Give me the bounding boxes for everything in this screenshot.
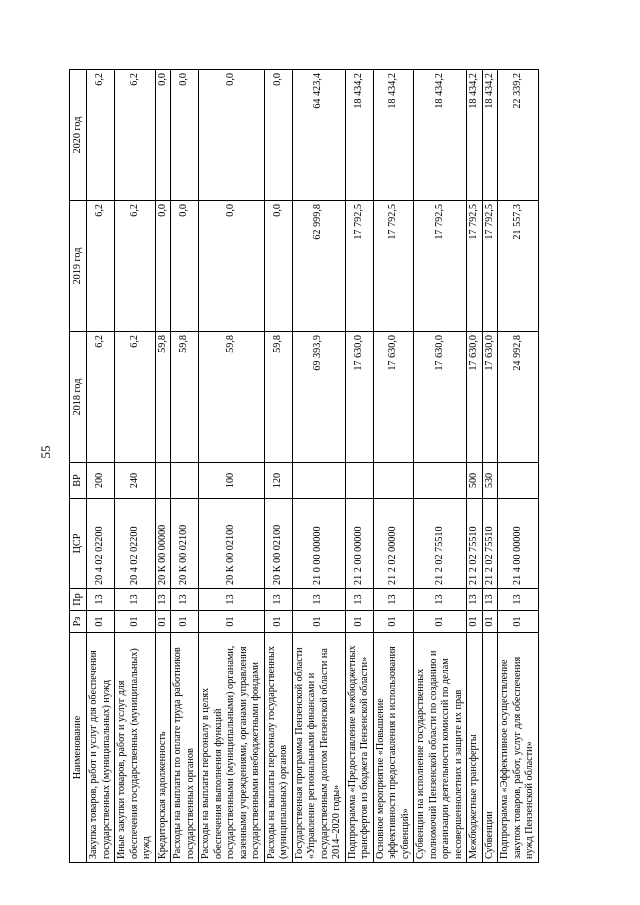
table-row xyxy=(115,70,156,863)
row-vr xyxy=(155,463,171,499)
row-csr: 21 2 02 75510 xyxy=(467,499,483,589)
row-2020: 22 339,2 xyxy=(498,70,539,201)
row-2018: 17 630,0 xyxy=(373,332,414,463)
row-2018: 6,2 xyxy=(115,332,156,463)
row-2018: 59,8 xyxy=(264,332,292,463)
row-csr: 21 2 00 00000 xyxy=(345,499,373,589)
row-csr: 20 4 02 02200 xyxy=(87,499,115,589)
row-2019: 0,0 xyxy=(155,201,171,332)
row-name: Основное мероприятие «Повышение эффективности предоставления и использования субвенций» xyxy=(373,633,414,863)
row-vr xyxy=(171,463,199,499)
page-number: 55 xyxy=(38,445,53,459)
header-csr: ЦСР xyxy=(70,499,87,589)
row-rz: 01 xyxy=(292,611,345,633)
row-2018: 59,8 xyxy=(199,332,265,463)
row-rz: 01 xyxy=(87,611,115,633)
row-2018: 6,2 xyxy=(87,332,115,463)
row-2018: 17 630,0 xyxy=(467,332,483,463)
row-2018: 17 630,0 xyxy=(345,332,373,463)
row-2020: 0,0 xyxy=(199,70,265,201)
table-row xyxy=(155,70,171,863)
row-vr xyxy=(345,463,373,499)
header-pr: Пр xyxy=(70,589,87,611)
row-rz: 01 xyxy=(482,611,498,633)
budget-table xyxy=(69,69,539,863)
row-name: Кредиторская задолженность xyxy=(155,633,171,863)
row-vr: 100 xyxy=(199,463,265,499)
row-rz: 01 xyxy=(467,611,483,633)
row-pr: 13 xyxy=(155,589,171,611)
table-row xyxy=(373,70,414,863)
row-2019: 17 792,5 xyxy=(414,201,467,332)
row-name: Межбюджетные трансферты xyxy=(467,633,483,863)
row-name: Подпрограмма «Эффективное осуществление закупок товаров, работ, услуг для обеспечения нужд Пензенской области» xyxy=(498,633,539,863)
row-rz: 01 xyxy=(199,611,265,633)
row-vr xyxy=(373,463,414,499)
row-rz: 01 xyxy=(264,611,292,633)
row-csr: 21 2 02 75510 xyxy=(414,499,467,589)
row-csr: 20 К 00 02100 xyxy=(171,499,199,589)
row-2019: 6,2 xyxy=(115,201,156,332)
row-name: Расходы на выплаты по оплате труда работников государственных органов xyxy=(171,633,199,863)
row-pr: 13 xyxy=(373,589,414,611)
row-rz: 01 xyxy=(414,611,467,633)
row-name: Расходы на выплаты персоналу в целях обеспечения выполнения функций государственными (муниципальными) органами, казенными учреждениями, органами управления государственными внебюджетными фондами xyxy=(199,633,265,863)
row-2020: 6,2 xyxy=(115,70,156,201)
row-name: Государственная программа Пензенской области «Управление региональными финансами и государственным долгом Пензенской области на 2014–2020 годы» xyxy=(292,633,345,863)
row-vr: 240 xyxy=(115,463,156,499)
row-vr: 530 xyxy=(482,463,498,499)
table-row xyxy=(345,70,373,863)
row-pr: 13 xyxy=(115,589,156,611)
row-vr xyxy=(414,463,467,499)
rotated-table-wrapper xyxy=(69,70,535,863)
row-2018: 17 630,0 xyxy=(482,332,498,463)
row-name: Закупка товаров, работ и услуг для обеспечения государственных (муниципальных) нужд xyxy=(87,633,115,863)
row-name: Подпрограмма «Предоставление межбюджетных трансфертов из бюджета Пензенской области» xyxy=(345,633,373,863)
row-2019: 0,0 xyxy=(264,201,292,332)
row-2020: 64 423,4 xyxy=(292,70,345,201)
row-2019: 17 792,5 xyxy=(373,201,414,332)
row-2018: 24 992,8 xyxy=(498,332,539,463)
row-csr: 21 2 02 75510 xyxy=(482,499,498,589)
row-name: Иные закупки товаров, работ и услуг для обеспечения государственных (муниципальных) нужд xyxy=(115,633,156,863)
header-2018: 2018 год xyxy=(70,332,87,463)
row-rz: 01 xyxy=(171,611,199,633)
row-2020: 0,0 xyxy=(171,70,199,201)
table-header-row xyxy=(70,70,87,863)
row-2019: 17 792,5 xyxy=(467,201,483,332)
row-2020: 18 434,2 xyxy=(345,70,373,201)
row-pr: 13 xyxy=(498,589,539,611)
table-row xyxy=(482,70,498,863)
row-pr: 13 xyxy=(199,589,265,611)
row-vr: 200 xyxy=(87,463,115,499)
row-vr xyxy=(292,463,345,499)
row-pr: 13 xyxy=(345,589,373,611)
row-rz: 01 xyxy=(115,611,156,633)
row-vr: 500 xyxy=(467,463,483,499)
row-2020: 18 434,2 xyxy=(467,70,483,201)
header-rz: Рз xyxy=(70,611,87,633)
table-row xyxy=(292,70,345,863)
row-csr: 20 4 02 02200 xyxy=(115,499,156,589)
row-vr xyxy=(498,463,539,499)
row-pr: 13 xyxy=(87,589,115,611)
row-csr: 20 К 00 02100 xyxy=(264,499,292,589)
row-2020: 18 434,2 xyxy=(414,70,467,201)
row-name: Субвенции xyxy=(482,633,498,863)
row-pr: 13 xyxy=(467,589,483,611)
row-pr: 13 xyxy=(414,589,467,611)
row-2020: 18 434,2 xyxy=(373,70,414,201)
table-row xyxy=(264,70,292,863)
row-2019: 6,2 xyxy=(87,201,115,332)
row-rz: 01 xyxy=(345,611,373,633)
header-vr: ВР xyxy=(70,463,87,499)
row-rz: 01 xyxy=(373,611,414,633)
table-row xyxy=(87,70,115,863)
table-row xyxy=(171,70,199,863)
row-2019: 62 999,8 xyxy=(292,201,345,332)
row-name: Расходы на выплаты персоналу государственных (муниципальных) органов xyxy=(264,633,292,863)
row-csr: 21 0 00 00000 xyxy=(292,499,345,589)
row-csr: 21 2 02 00000 xyxy=(373,499,414,589)
table-row xyxy=(498,70,539,863)
row-csr: 21 4 00 00000 xyxy=(498,499,539,589)
table-row xyxy=(414,70,467,863)
row-2019: 0,0 xyxy=(199,201,265,332)
row-pr: 13 xyxy=(292,589,345,611)
header-name: Наименование xyxy=(70,633,87,863)
row-2020: 6,2 xyxy=(87,70,115,201)
row-2019: 0,0 xyxy=(171,201,199,332)
row-pr: 13 xyxy=(171,589,199,611)
header-2019: 2019 год xyxy=(70,201,87,332)
row-2020: 18 434,2 xyxy=(482,70,498,201)
row-pr: 13 xyxy=(264,589,292,611)
row-2020: 0,0 xyxy=(264,70,292,201)
row-name: Субвенции на исполнение государственных полномочий Пензенской области по созданию и организации деятельности комиссий по делам несовершеннолетних и защите их прав xyxy=(414,633,467,863)
row-rz: 01 xyxy=(498,611,539,633)
table-row xyxy=(467,70,483,863)
row-2018: 59,8 xyxy=(155,332,171,463)
row-vr: 120 xyxy=(264,463,292,499)
row-rz: 01 xyxy=(155,611,171,633)
row-2018: 69 393,9 xyxy=(292,332,345,463)
table-row xyxy=(199,70,265,863)
row-csr: 20 К 00 00000 xyxy=(155,499,171,589)
row-2019: 17 792,5 xyxy=(345,201,373,332)
row-2018: 17 630,0 xyxy=(414,332,467,463)
row-2018: 59,8 xyxy=(171,332,199,463)
row-2020: 0,0 xyxy=(155,70,171,201)
row-2019: 17 792,5 xyxy=(482,201,498,332)
row-pr: 13 xyxy=(482,589,498,611)
row-2019: 21 557,3 xyxy=(498,201,539,332)
header-2020: 2020 год xyxy=(70,70,87,201)
row-csr: 20 К 00 02100 xyxy=(199,499,265,589)
